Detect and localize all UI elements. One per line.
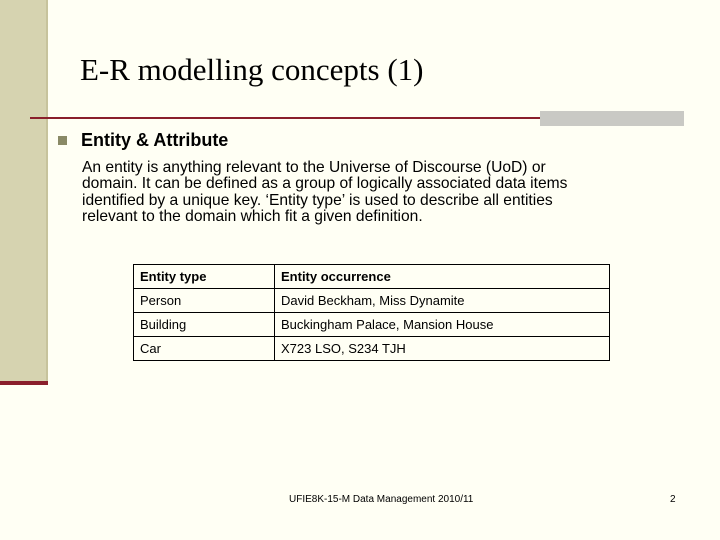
table-row [134, 289, 610, 313]
table-cell: Building [134, 313, 275, 337]
table-header-cell: Entity type [134, 265, 275, 289]
table-cell: Buckingham Palace, Mansion House [275, 313, 610, 337]
definition-paragraph [82, 160, 682, 226]
page-number: 2 [670, 494, 676, 505]
left-decorative-band [0, 0, 46, 384]
table-row [134, 313, 610, 337]
left-band-edge [46, 0, 48, 384]
paragraph-line: identified by a unique key. ‘Entity type’ is used to describe all entities [82, 191, 553, 209]
paragraph-line: An entity is anything relevant to the Universe of Discourse (UoD) or [82, 159, 546, 176]
table-row [134, 337, 610, 361]
slide-title: E-R modelling concepts (1) [80, 52, 424, 87]
table-cell: Person [134, 289, 275, 313]
table-cell: X723 LSO, S234 TJH [275, 337, 610, 361]
square-bullet-icon [58, 136, 67, 145]
paragraph-line: domain. It can be defined as a group of logically associated data items [82, 175, 568, 193]
entity-table [133, 264, 610, 361]
table-header-row [134, 265, 610, 289]
title-divider-accent [540, 111, 684, 126]
paragraph-line: relevant to the domain which fit a given definition. [82, 208, 423, 226]
left-band-accent [0, 381, 48, 385]
table-cell: David Beckham, Miss Dynamite [275, 289, 610, 313]
table-cell: Car [134, 337, 275, 361]
title-divider [30, 117, 540, 119]
bullet-item [58, 130, 228, 151]
slide-footer: UFIE8K-15-M Data Management 2010/11 [289, 494, 474, 505]
bullet-heading: Entity & Attribute [81, 130, 229, 150]
table-header-cell: Entity occurrence [275, 265, 610, 289]
